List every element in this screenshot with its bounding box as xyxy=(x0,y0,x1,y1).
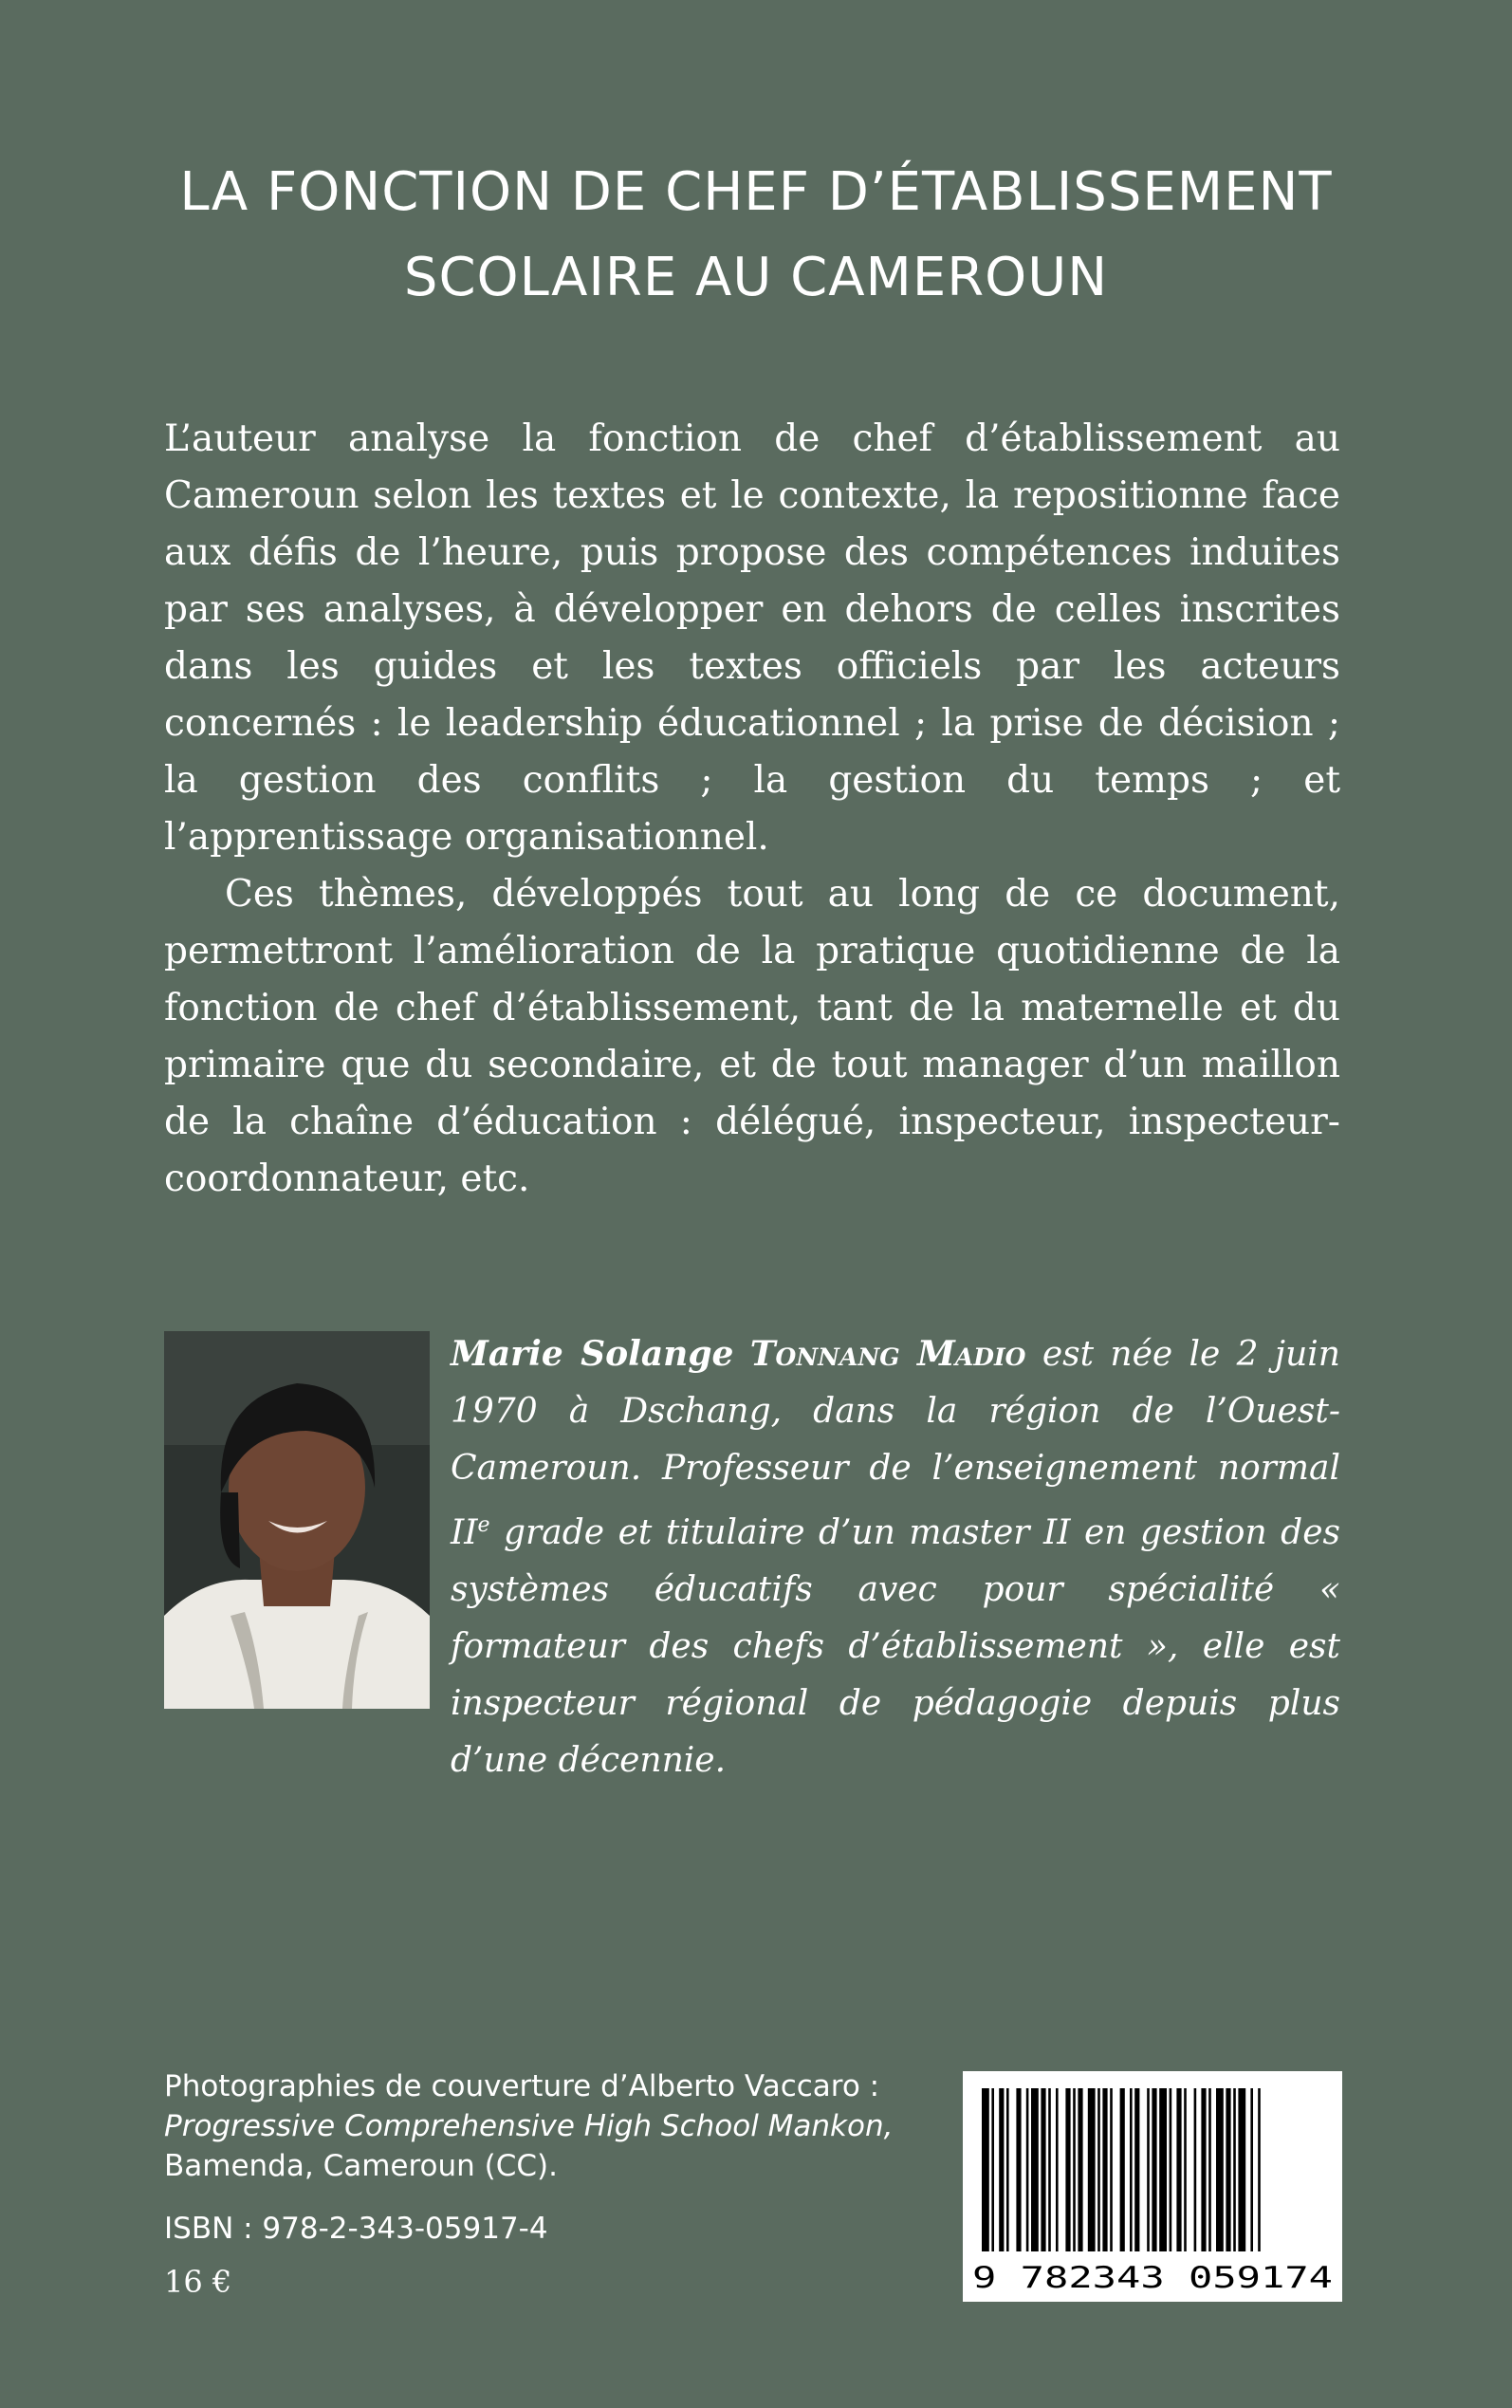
barcode-bar xyxy=(1134,2088,1139,2251)
barcode-bar xyxy=(1170,2088,1172,2251)
barcode-digits: 9 782343 059174 xyxy=(972,2261,1333,2295)
summary-paragraph-1: L’auteur analyse la fonction de chef d’établissement au Cameroun selon les textes et le contexte, la repositionne face aux défis de l’heure, puis propose des compétences induites par ses analyses, à développer en dehors de celles inscrites dans les guides et les textes officiels par les acteurs concernés : le leadership éducationnel ; la prise de décision ; la gestion des conflits ; la gestion du temps ; et l’apprentissage organisationnel. xyxy=(164,417,1340,859)
barcode-bar xyxy=(982,2088,989,2251)
barcode-bar xyxy=(1041,2088,1045,2251)
credits-line-2: Progressive Comprehensive High School Mankon, xyxy=(164,2109,894,2143)
author-first-names: Marie Solange xyxy=(451,1334,734,1374)
barcode-bar xyxy=(1088,2088,1096,2251)
author-last-name: Tonnang Madio xyxy=(749,1334,1026,1374)
barcode-bar xyxy=(1201,2088,1206,2251)
title-line-1: LA FONCTION DE CHEF D’ÉTABLISSEMENT xyxy=(179,161,1333,223)
barcode-bar xyxy=(1120,2088,1125,2251)
barcode-bar xyxy=(1233,2088,1236,2251)
barcode-bar xyxy=(1026,2088,1029,2251)
barcode-bar xyxy=(1258,2088,1261,2251)
author-bio-superscript: e xyxy=(477,1513,490,1537)
barcode-bar xyxy=(991,2088,994,2251)
author-bio-text-1: est née le 2 juin 1970 à Dschang, dans la région de l’Ouest-Cameroun. Professeur de l’enseignement normal II xyxy=(451,1335,1340,1552)
barcode-bar xyxy=(1130,2088,1133,2251)
barcode-bar xyxy=(1031,2088,1039,2251)
barcode-bar xyxy=(1184,2088,1187,2251)
barcode-bar xyxy=(1006,2088,1009,2251)
isbn-text: ISBN : 978-2-343-05917-4 xyxy=(164,2212,548,2246)
barcode-bar xyxy=(1016,2088,1021,2251)
barcode-bar xyxy=(1078,2088,1082,2251)
barcode-bar xyxy=(1208,2088,1211,2251)
barcode-bar xyxy=(1250,2088,1253,2251)
barcode-bar xyxy=(1048,2088,1051,2251)
book-summary xyxy=(164,411,1340,1208)
author-bio xyxy=(451,1325,1340,1789)
barcode-bar xyxy=(1102,2088,1107,2251)
author-portrait-image xyxy=(164,1331,430,1709)
book-title xyxy=(0,150,1512,321)
barcode-bar xyxy=(1226,2088,1230,2251)
author-photo xyxy=(164,1331,430,1709)
barcode-bar xyxy=(1056,2088,1059,2251)
barcode-bar xyxy=(1238,2088,1245,2251)
credits-line-1: Photographies de couverture d’Alberto Vaccaro : xyxy=(164,2069,880,2103)
barcode-bar xyxy=(1097,2088,1100,2251)
barcode xyxy=(963,2071,1342,2302)
barcode-bar xyxy=(1110,2088,1113,2251)
barcode-bar xyxy=(1147,2088,1150,2251)
barcode-bar xyxy=(1194,2088,1197,2251)
photo-credits xyxy=(164,2066,942,2186)
barcode-bar xyxy=(1176,2088,1181,2251)
barcode-bar xyxy=(999,2088,1004,2251)
barcode-bar xyxy=(1065,2088,1070,2251)
summary-paragraph-2: Ces thèmes, développés tout au long de ce document, permettront l’amélioration de la pratique quotidienne de la fonction de chef d’établissement, tant de la maternelle et du primaire que du secondaire, et de tout manager d’un maillon de la chaîne d’éducation : délégué, inspecteur, inspecteur-coordonnateur, etc. xyxy=(164,873,1340,1200)
title-line-2: SCOLAIRE AU CAMEROUN xyxy=(403,247,1109,308)
barcode-bar xyxy=(1159,2088,1167,2251)
barcode-bar xyxy=(1216,2088,1224,2251)
credits-line-3: Bamenda, Cameroun (CC). xyxy=(164,2149,558,2183)
barcode-image xyxy=(963,2071,1342,2302)
author-bio-text-2: grade et titulaire d’un master II en gestion des systèmes éducatifs avec pour spécialité « formateur des chefs d’établissement », elle est inspecteur régional de pédagogie depuis plus d’une décennie. xyxy=(451,1513,1340,1780)
barcode-bar xyxy=(1073,2088,1076,2251)
price-text: 16 € xyxy=(164,2264,232,2300)
barcode-bar xyxy=(1152,2088,1156,2251)
